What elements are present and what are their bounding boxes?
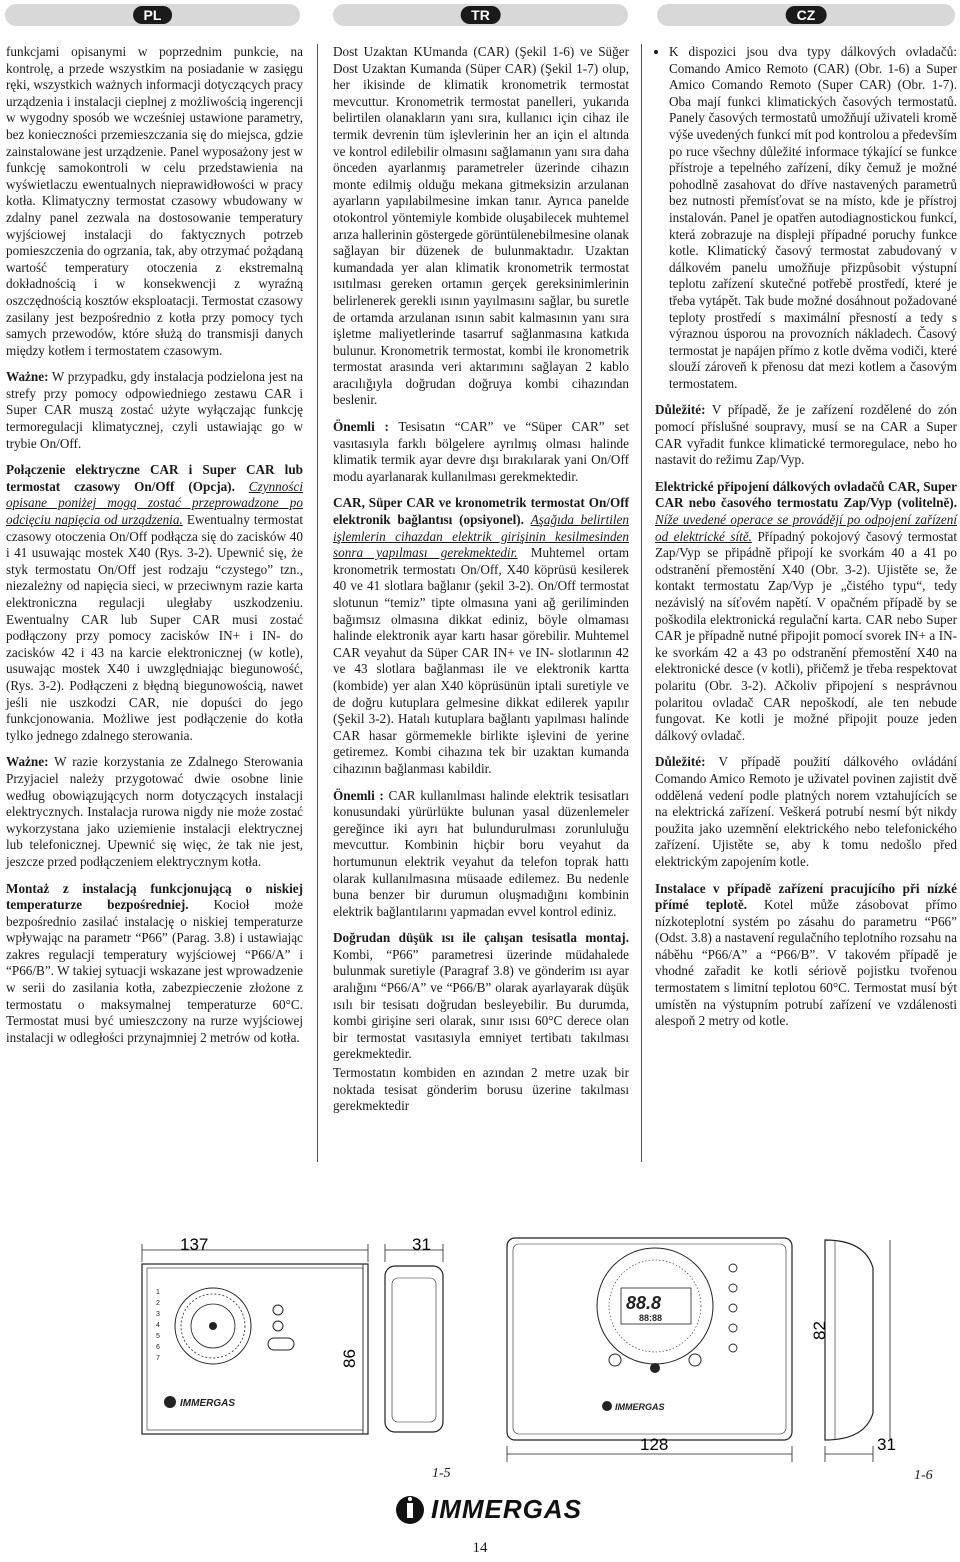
dimension-width: 128: [640, 1435, 669, 1454]
figure-super-car-remote: [495, 1228, 950, 1490]
svg-text:3: 3: [156, 1311, 160, 1318]
device-side-view: [385, 1266, 443, 1432]
svg-text:4: 4: [156, 1322, 160, 1329]
device-side-view: [825, 1240, 873, 1440]
brand-logo-text: IMMERGAS: [431, 1494, 582, 1524]
right-button: [689, 1354, 701, 1366]
page-number: 14: [472, 1540, 488, 1556]
dimension-depth: 31: [877, 1435, 896, 1454]
brand-logo-icon: [164, 1396, 176, 1408]
language-badge-pl: PL: [133, 6, 173, 24]
moon-button: [273, 1321, 283, 1331]
svg-text:1: 1: [156, 1289, 160, 1296]
svg-text:6: 6: [156, 1344, 160, 1351]
moon-icon: [729, 1264, 737, 1272]
paragraph: Ważne: W razie korzystania ze Zdalnego Sterowania Przyjaciel należy przygotować dwie osobne linie według obowiązujących norm dotyczących instalacji elektrycznych. Instalacja rurowa nigdy nie może zostać wykorzystana jako uziemienie instalacji elektrycznej lub telefonicznej. Upewnić się więc, że tak nie jest, jeszcze przed podłączeniem elektrycznym kotła.: [6, 754, 303, 869]
svg-text:2: 2: [156, 1300, 160, 1307]
paragraph: Ważne: W przypadku, gdy instalacja podzielona jest na strefy przy pomocy odpowiedniego zestawu CAR i Super CAR muszą zostać użyte wyłączając funkcję termoregulacji klimatycznej, czyli ustawiając go w trybie On/Off.: [6, 369, 303, 451]
column-tr: [333, 44, 629, 1125]
footer-logo: [395, 1494, 582, 1525]
paragraph: CAR, Süper CAR ve kronometrik termostat On/Off elektronik bağlantısı (opsiyonel). Aşağıda belirtilen işlemlerin cihazdan elektrik girişinin kesilmesinden sonra yapılması gerekmektedir. Muhtemel ortam kronometrik termostatı On/Off, X40 köprüsü kesilerek 40 ve 41 slotlara bağlanır (şekil 3-2). On/Off termostat slotunun “temiz” tipte olmasına yani ağ geriliminden bağımsız olmasına dikkat ediniz, böyle olmaması halinde elektronik ayar kartı hasar görebilir. Muhtemel CAR veyahut da Süper CAR IN+ ve IN- slotlarının 42 ve 43 slotlara bağlanması ile ve elektronik kartta (kombide) yer alan X40 köprüsünün iptali suretiyle ve de doğru kutuplara gelmesine dikkat edilerek yapılır (Şekil 3-2). Hatalı kutuplara bağlantı yapılması halinde CAR hasar görmemekle birlikte işlevini de yerine getiremez. Kombi cihazına tek bir uzaktan kumanda cihazının bağlanması kabildir.: [333, 495, 630, 776]
figure-label: 1-6: [914, 1468, 933, 1483]
paragraph: Důležité: V případě použití dálkového ovládání Comando Amico Remoto je uživatel povinen zajistit dvě oddělená vedení podle platných norem vztahujících se na elektrická zařízení. Veškerá potrubí nesmí být nikdy použita jako uzemnění elektrického nebo telefonického zařízení. Ujistěte se, aby k tomu nedošlo před elektrickým zapojením kotle.: [655, 754, 957, 869]
left-button: [609, 1354, 621, 1366]
paragraph: Instalace v případě zařízení pracujícího při nízké přímé teplotě. Kotel může zásobovat přímo nízkoteplotní systém po zásahu do parametru “P66” (Odst. 3.8) a nastavení regulačního teplotního rozsahu na náběhu “P66/A” a “P66/B”. V takovém případě je vhodné zařadit ke kotli sériově pojistku tvořenou termostatem s limitní teplotou 60°C. Termostat musí být umístěn na výstupním potrubí zařízení ve vzdálenosti alespoň 2 metry od kotle.: [655, 880, 957, 1029]
paragraph: Połączenie elektryczne CAR i Super CAR lub termostat czasowy On/Off (Opcja). Czynności opisane poniżej mogą zostać przeprowadzone po odcięciu napięcia od urządzenia. Ewentualny termostat czasowy otoczenia On/Off podłącza się do zacisków 40 i 41 usuwając mostek X40 (Rys. 3-2). Upewnić się, że styk termostatu On/Off jest rodzaju “czystego” tzn., niezależny od napięcia sieci, w przeciwnym razie karta elektroniczna regulacji uległaby uszkodzeniu. Ewentualny CAR lub Super CAR musi zostać podłączony przy pomocy zacisków IN+ i IN- do zacisków 42 i 43 na karcie elektronicznej (w kotle), usuwając mostek X40 i uwzględniając biegunowość, (Rys. 3-2). Podłączeni z błędną biegunowością, nawet jeśli nie uszkodzi CAR, nie dopuści do jego funkcjonowania. Możliwe jest podłączenie do kotła tylko jednego zdalnego sterowania.: [6, 462, 304, 743]
svg-text:7: 7: [156, 1355, 160, 1362]
paragraph: Dost Uzaktan KUmanda (CAR) (Şekil 1-6) ve Süğer Dost Uzaktan Kumanda (Süper CAR) (Şekil 1-7) olup, her ikisinde de klimatik kronometrik termostat mevcuttur. Kronometrik termostat panelleri, yukarıda belirtilen olanakların yanı sıra, kullanıcı için cihaz ile termik devrenin tüm işlevlerinin her an için el altında ve kontrol edilebilir olmasını sağlamanın yanı sıra daha önceden ayarlanmış parametreler üzerinde cihazın monte edilmiş olduğu mekana gitmeksizin arzulanan ayarların yapılabilmesine imkan tanır. Ayrıca panelde otokontrol yöntemiyle kombide oluşabilecek muhtemel arıza hallerinin göstergede görüntülenebilmesine olanak sağlayan bir düzenek de bulunmaktadır. Uzaktan kumandada yer alan klimatik kronometrik termostat ısıtılması gereken ortamın gerçek gereksinimlerinin belirlenerek gerekli ısının yayılmasını sağlar, bu suretle de ortamda arzulanan ısının sabit kalmasının yanı sıra işletme maliyetlerinde tasarruf sağlanmasına katkıda bulunur. Kronometrik termostat, kombi ile kronometrik termostat arasında veri aktarımını sağlayan 2 kablo aracılığıyla doğrudan doğruya kombi cihazından beslenir.: [333, 44, 629, 408]
dimension-height: 86: [340, 1349, 359, 1368]
dimension-height: 82: [810, 1321, 829, 1340]
sun-icon: [729, 1284, 737, 1292]
column-divider: [317, 44, 318, 1162]
paragraph: Montaż z instalacją funkcjonującą o niskiej temperaturze bezpośredniej. Kocioł może bezpośrednio zasilać instalację o niskiej temperaturze wpływając na parametr “P66” (Parag. 3.8) i ustawiając zakres regulacji temperatury wyjściowej “P66/A” i “P66/B”. W takiej sytuacji wskazane jest wprowadzenie w serii do zasilania kotła, zabezpieczenie złożone z termostatu o maksymalnej temperaturze 60°C. Termostat musi być umieszczony na rurze wyjściowej instalacji w odległości przynajmniej 2 metrów od kotła.: [6, 880, 303, 1045]
dimension-width: 137: [180, 1235, 209, 1254]
header-bar-cz: [657, 4, 955, 26]
language-badge-cz: CZ: [786, 6, 827, 24]
header-bar-pl: [5, 4, 300, 26]
brand-logo-text: IMMERGAS: [615, 1402, 665, 1412]
brand-logo-icon: [395, 1495, 425, 1525]
brand-logo-icon: [602, 1401, 612, 1411]
column-cz: [655, 44, 957, 1040]
header-bar-tr: [333, 4, 628, 26]
paragraph: Důležité: V případě, že je zařízení rozdělené do zón pomocí příslušné soupravy, musí se na CAR a Super CAR vyřadit funkce klimatické termoregulace, nebo ho nastavit do režimu Zap/Vyp.: [655, 402, 957, 468]
snowflake-icon: [729, 1304, 737, 1312]
device-outline: [142, 1264, 368, 1434]
key-numbers: [156, 1289, 160, 1362]
hand-icon: [729, 1324, 737, 1332]
brand-logo-text: IMMERGAS: [180, 1398, 235, 1409]
paragraph: funkcjami opisanymi w poprzednim punkcie, na kontrolę, a przede wszystkim na posiadanie w zasięgu ręki, wszystkich ważnych informacji dotyczących pracy urządzenia i instalacji cieplnej z możliwością ingerencji w wygodny sposób we wcześniej ustawione parametry, bez konieczności przemieszczania się do miejsca, gdzie zainstalowane jest urządzenie. Panel wyposażony jest w funkcję samokontroli w celu przedstawienia na wyświetlaczu ewentualnych nieprawidłowości w pracy kotła. Klimatyczny termostat czasowy wbudowany w zdalny panel zezwala na dostosowanie temperatury wyjściowej instalacji do faktycznych potrzeb pomieszczenia do ogrzania, tak, aby otrzymać pożądaną wartość temperatury otoczenia z ekstremalną dokładnością i w konsekwencji z wyraźną oszczędnością kosztów eksploatacji. Termostat czasowy zasilany jest bezpośrednio z kotła przy pomocy tych samych przewodów, które służą do transmisji danych między kotłem i termostatem czasowym.: [6, 44, 303, 358]
center-button: [650, 1363, 660, 1373]
paragraph: Termostatın kombiden en azından 2 metre uzak bir noktada tesisat gönderim borusu üzerine takılması gerekmektedir: [333, 1065, 629, 1114]
list-item: • K dispozici jsou dva typy dálkových ovladačů: Comando Amico Remoto (CAR) (Obr. 1-6) a Super Amico Comando Remoto (Super CAR) (Obr. 1-7). Oba mají funkci klimatických časových termostatů. Panely časových termostatů umožňují uživateli kromě výše uvedených funkcí mít pod kontrolou a především po ruce všechny důležité informace týkající se funkce přístroje a tepelného zařízení, díky čemuž je možné pohodlně zasahovat do dříve nastavených parametrů bez nutnosti přemísťovat se na místo, kde je přístroj instalován. Panel je opatřen autodiagnostickou funkcí, která zobrazuje na displeji případné poruchy funkce kotle. Klimatický časový termostat zabudovaný v dálkovém panelu umožňuje přizpůsobit výstupní teplotu zařízení skutečné potřebě prostředí, které je třeba vytápět. Tak bude možné dosáhnout požadované teploty prostředí s maximální přesností a tedy s výraznou úsporou na provozních nákladech. Časový termostat je napájen přímo z kotle dvěma vodiči, které slouží zároveň k přenosu dat mezi kotlem a časovým termostatem.: [669, 44, 957, 392]
display-time: 88:88: [639, 1313, 663, 1323]
language-badge-tr: TR: [460, 6, 501, 24]
column-pl: [6, 44, 303, 1056]
paragraph: Elektrické připojení dálkových ovladačů CAR, Super CAR nebo časového termostatu Zap/Vyp (volitelně). Níže uvedené operace se provádějí po odpojení zařízení od elektrické sítě. Případný pokojový časový termostat Zap/Vyp se připádně připojí ke svorkám 40 a 41 po odstranění přemostění X40 (Obr. 3-2). Ujistěte se, že kontakt termostatu Zap/Vyp je „čistého typu“, tedy nezávislý na síťovém napětí. V opačném případě by se poškodila elektronická regulační karta. CAR nebo Super CAR je případně nutné připojit pomocí svorek IN+ a IN- ke svorkám 42 a 43 po odstranění přemostění X40 na elektronické desce (v kotli), přičemž je třeba respektovat polaritu (Obr. 3-2). Ačkoliv připojení s nesprávnou polaritou ovladač CAR nepoškodí, ale ten nebude fungovat. Ke kotli je možné připojit pouze jeden dálkový ovladač.: [655, 478, 957, 743]
display-temperature: 88.8: [626, 1293, 662, 1313]
paragraph: Doğrudan düşük ısı ile çalışan tesisatla montaj. Kombi, “P66” parametresi üzerinde müdahalede bulunmak suretiyle (Paragraf 3.8) ve gönderim ısı ayar aralığını “P66/A” ve “P66/B” olarak ayarlayarak düşük ısılı bir tesisatı doğrudan besleyebilir. Bu durumda, kombi girişine seri olarak, sınır ısısı 60°C derece olan bir termostat vasıtasıyla emniyet tertibatı takılması gerekmektedir.: [333, 930, 629, 1062]
paragraph: Önemli : Tesisatın “CAR” ve “Süper CAR” set vasıtasıyla farklı bölgelere ayrılmış olması halinde klimatik termik ayar devre dışı bırakılarak yani On/Off modu ayarlanarak kullanılması gerekmektedir.: [333, 419, 629, 484]
figure-car-remote: [100, 1228, 480, 1478]
figure-label: 1-5: [432, 1466, 451, 1481]
svg-text:5: 5: [156, 1333, 160, 1340]
sanitary-icon: [729, 1344, 737, 1352]
column-divider: [641, 44, 642, 1162]
bullet-list: [655, 44, 957, 392]
sun-button: [273, 1305, 283, 1315]
dimension-depth: 31: [412, 1235, 431, 1254]
paragraph: Önemli : CAR kullanılması halinde elektrik tesisatları konusundaki yürürlükte bulunan yasal düzenlemeler gereğince iki ayrı hat bulundurulması zorunluluğu mevcuttur. Kombinin hiçbir boru veyahut da hortumunun elektrik veyahut da telefon toprak hattı olarak kullanılmasına müsaade edilemez. Bu nedenle buna benzer bir durumun oluşmadığını kombinin elektrik bağlantılarını yapmadan evvel kontrol ediniz.: [333, 787, 629, 919]
mode-switch: [268, 1338, 294, 1350]
